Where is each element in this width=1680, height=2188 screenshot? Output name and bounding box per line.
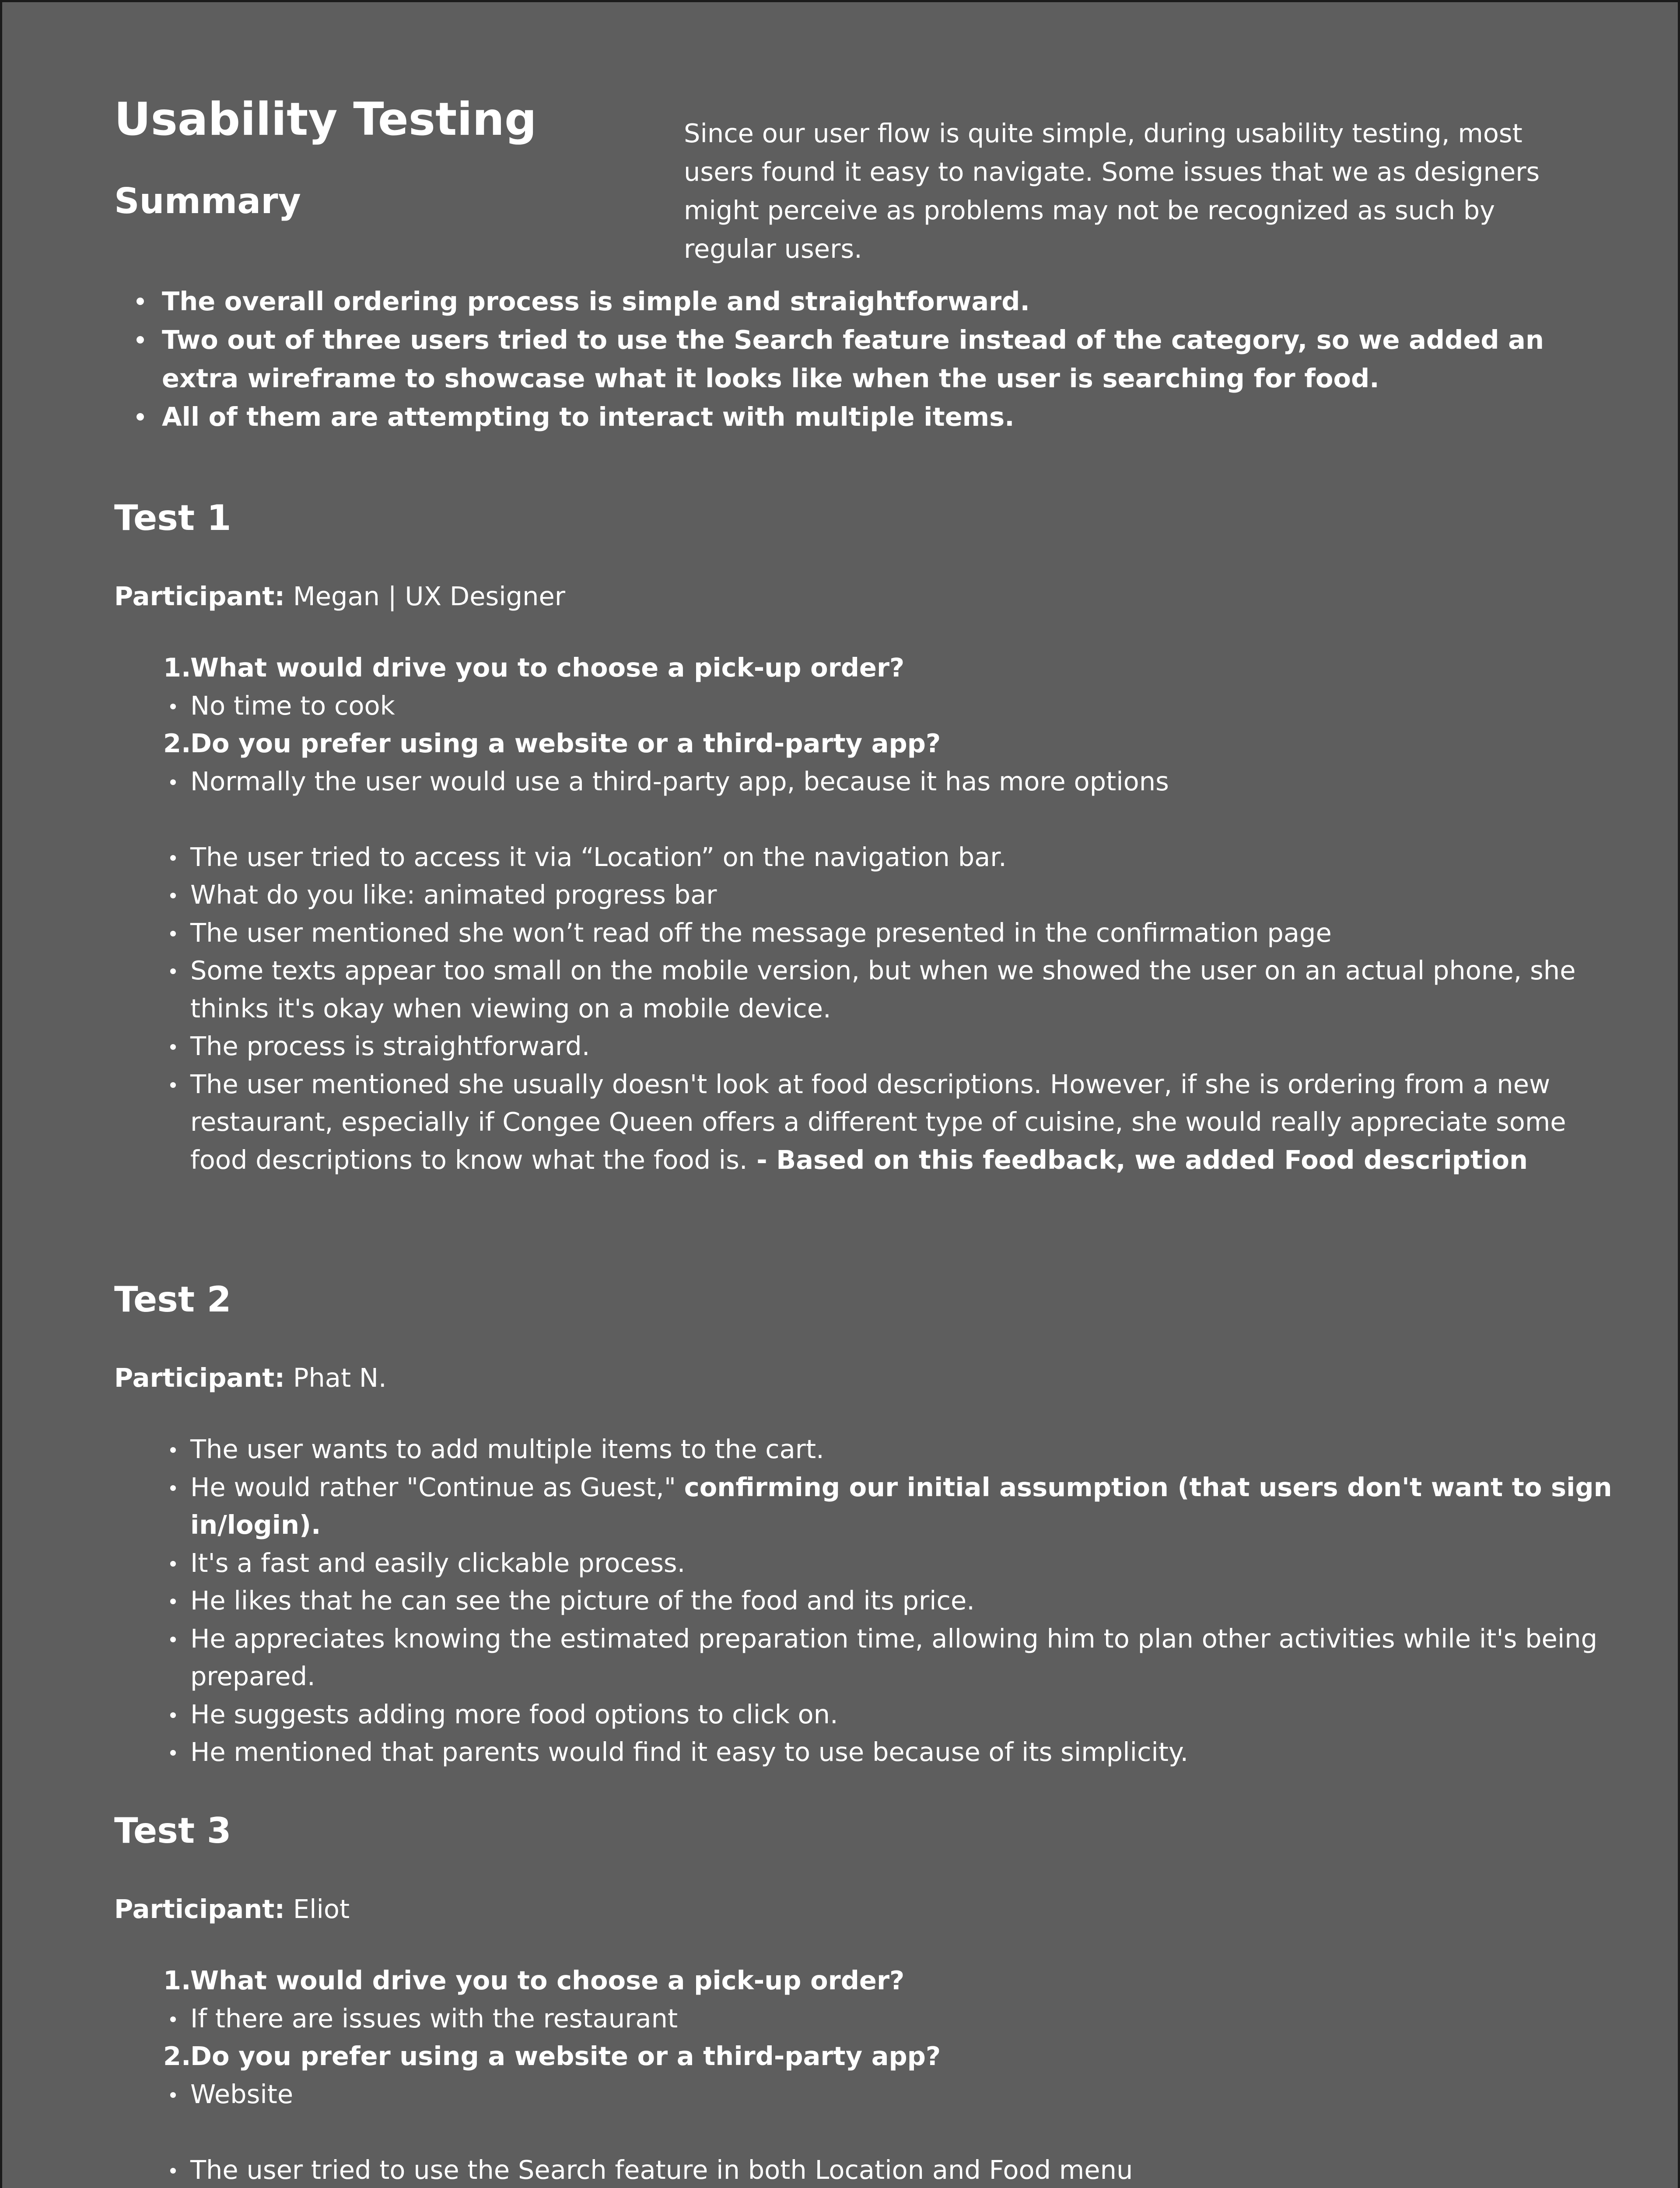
test3-question-1: 1. What would drive you to choose a pick-up order?: [163, 1965, 905, 1995]
test1-participant: [114, 577, 565, 616]
summary-item: All of them are attempting to interact with multiple items.: [162, 398, 1562, 436]
test1-note: The user mentioned she usually doesn't look at food descriptions. However, if she is ordering from a new restaurant, especially if Congee Queen offers a different type of cuisine, she would really appreciate some food descriptions to know what the food is. - Based on this feedback, we added Food description: [190, 1066, 1617, 1179]
test2-heading: Test 2: [114, 1279, 231, 1320]
participant-label: Participant:: [114, 1894, 285, 1924]
test1-note: What do you like: animated progress bar: [190, 876, 1617, 914]
test2-note: It's a fast and easily clickable process.: [190, 1544, 1617, 1582]
test2-notes: [190, 1431, 1617, 1771]
test2-note: He appreciates knowing the estimated preparation time, allowing him to plan other activities while it's being prepared.: [190, 1620, 1617, 1696]
summary-item: Two out of three users tried to use the Search feature instead of the category, so we added an extra wireframe to showcase what it looks like when the user is searching for food.: [162, 321, 1562, 398]
participant-name: Megan | UX Designer: [293, 581, 566, 611]
test2-note: He suggests adding more food options to click on.: [190, 1696, 1617, 1734]
test1-answer-1: No time to cook: [190, 687, 1617, 725]
test3-notes: [163, 1962, 1617, 2188]
participant-label: Participant:: [114, 581, 285, 611]
test1-question-2: 2. Do you prefer using a website or a third-party app?: [163, 728, 941, 758]
summary-item: The overall ordering process is simple and straightforward.: [162, 282, 1562, 321]
test3-heading: Test 3: [114, 1810, 231, 1851]
test1-note: The process is straightforward.: [190, 1027, 1617, 1066]
test2-participant: [114, 1359, 387, 1397]
test1-notes: [163, 649, 1617, 1179]
test1-note: Some texts appear too small on the mobile version, but when we showed the user on an actual phone, she thinks it's okay when viewing on a mobile device.: [190, 952, 1617, 1027]
test3-note: The user tried to use the Search feature in both Location and Food menu: [190, 2151, 1617, 2188]
test3-answer-2: Website: [190, 2076, 1617, 2114]
test3-answer-1: If there are issues with the restaurant: [190, 2000, 1617, 2038]
test1-question-1: 1. What would drive you to choose a pick-up order?: [163, 652, 905, 683]
test1-note: The user mentioned she won’t read off the message presented in the confirmation page: [190, 914, 1617, 952]
test2-note: He likes that he can see the picture of the food and its price.: [190, 1582, 1617, 1620]
test3-participant: [114, 1890, 350, 1929]
test1-note: The user tried to access it via “Location” on the navigation bar.: [190, 838, 1617, 877]
test2-note: He would rather "Continue as Guest," confirming our initial assumption (that users don't want to sign in/login).: [190, 1469, 1617, 1544]
summary-list: [162, 282, 1562, 436]
test1-answer-2: Normally the user would use a third-party app, because it has more options: [190, 763, 1617, 801]
intro-paragraph: Since our user flow is quite simple, during usability testing, most users found it easy to navigate. Some issues that we as designers might perceive as problems may not be recognized as such by regular users.: [684, 118, 1540, 264]
participant-label: Participant:: [114, 1363, 285, 1393]
test2-note: The user wants to add multiple items to the cart.: [190, 1431, 1617, 1469]
page-title: Usability Testing: [114, 93, 537, 146]
participant-name: Phat N.: [293, 1363, 387, 1393]
summary-heading: Summary: [114, 181, 301, 221]
participant-name: Eliot: [293, 1894, 350, 1924]
test3-question-2: 2. Do you prefer using a website or a third-party app?: [163, 2041, 941, 2071]
test1-heading: Test 1: [114, 498, 231, 538]
test2-note: He mentioned that parents would find it easy to use because of its simplicity.: [190, 1733, 1617, 1771]
